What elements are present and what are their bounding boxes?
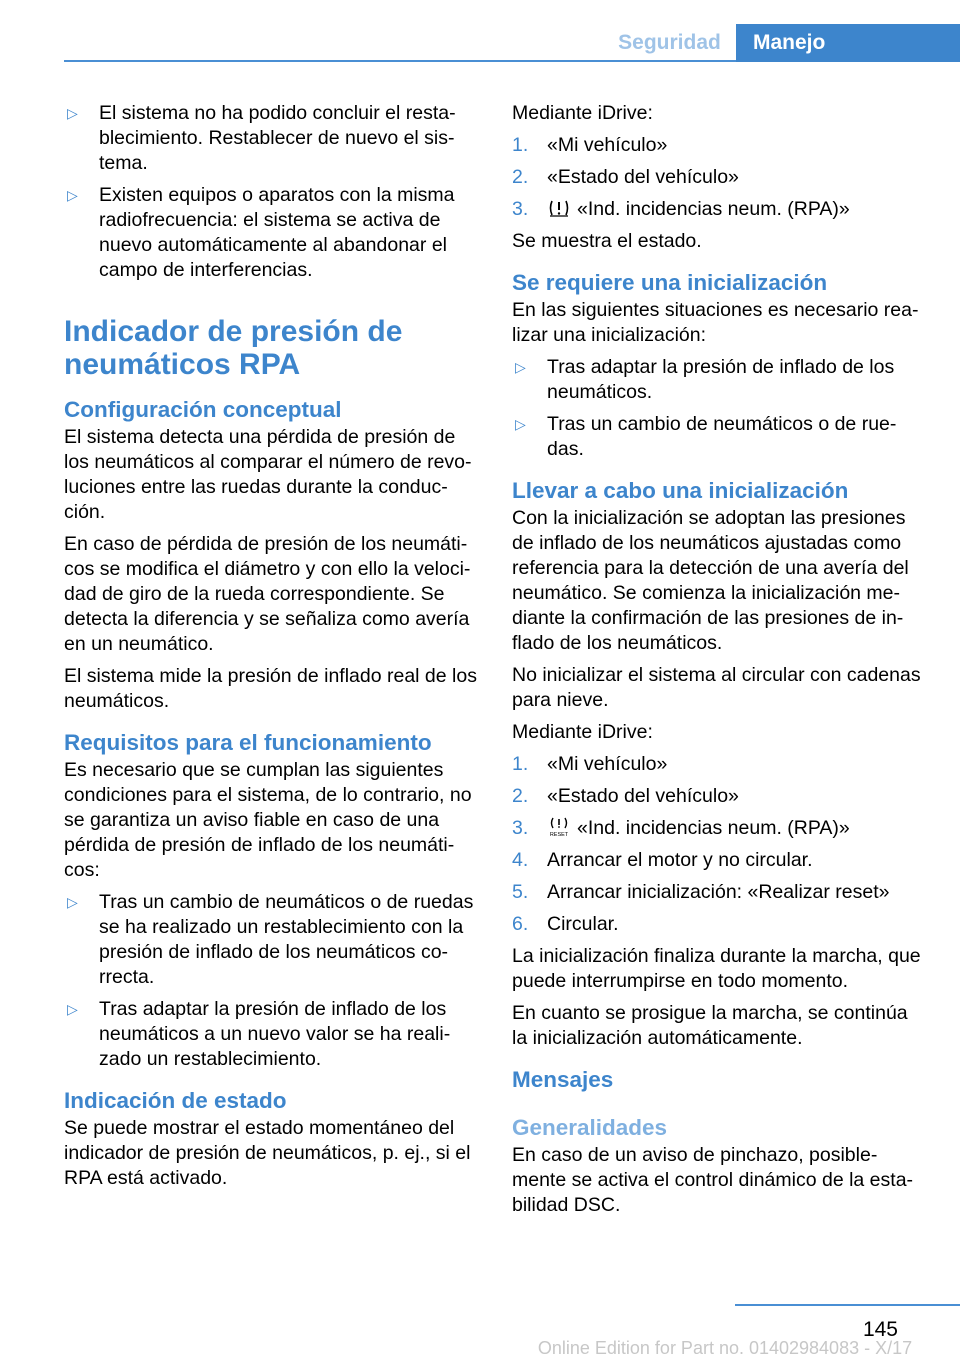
triangle-bullet-icon: ▷: [67, 1001, 78, 1017]
tab-seguridad[interactable]: Seguridad: [618, 31, 721, 54]
list-item: 5. Arrancar inicialización: «Realizar reset»: [512, 881, 890, 903]
list-item: 2. «Estado del vehículo»: [512, 166, 739, 188]
triangle-bullet-icon: ▷: [515, 416, 526, 432]
triangle-bullet-icon: ▷: [67, 894, 78, 910]
subsection-title: Requisitos para el funcionamiento: [64, 730, 432, 755]
footer-rule: [735, 1304, 960, 1306]
list-item: ▷ Existen equipos o aparatos con la misma radiofrecuencia: el sistema se activa de nuevo automáticamente al abandonar el campo de interferencias.: [64, 183, 480, 283]
paragraph: Mediante iDrive:: [512, 721, 653, 743]
list-item: 1. «Mi vehículo»: [512, 134, 668, 156]
subsection-title: Generalidades: [512, 1115, 668, 1140]
subsection-title: Se requiere una inicialización: [512, 270, 828, 295]
list-item: 2. «Estado del vehículo»: [512, 785, 739, 807]
list-item: ▷ Tras un cambio de neumáticos o de ruedas se ha realizado un restablecimiento con la presión de inflado de los neumáticos co-rrecta.: [64, 890, 480, 990]
subsection-title: Configuración conceptual: [64, 397, 342, 422]
subsection-title: Llevar a cabo una inicialización: [512, 478, 849, 503]
paragraph: En caso de pérdida de presión de los neumáti-cos se modifica el diámetro y con ello la veloci-dad de giro de la rueda correspondiente. Se detecta la diferencia y se señaliza como avería en un neumático.: [64, 533, 471, 655]
left-column: [64, 101, 480, 1198]
list-item: 3. RESET «Ind. incidencias neum. (RPA)»: [512, 817, 850, 839]
list-item: 4. Arrancar el motor y no circular.: [512, 849, 813, 871]
edition-footer: Online Edition for Part no. 01402984083 - X/17: [537, 1338, 913, 1358]
paragraph: El sistema mide la presión de inflado real de los neumáticos.: [64, 665, 477, 712]
paragraph: El sistema detecta una pérdida de presión de los neumáticos al comparar el número de revo-luciones entre las ruedas durante la conduc-ción.: [64, 426, 472, 523]
paragraph: En cuanto se prosigue la marcha, se continúa la inicialización automáticamente.: [512, 1002, 908, 1049]
subsection-title: Mensajes: [512, 1067, 614, 1092]
paragraph: Se puede mostrar el estado momentáneo del indicador de presión de neumáticos, p. ej., si el RPA está activado.: [64, 1117, 471, 1189]
paragraph: En caso de un aviso de pinchazo, posible-mente se activa el control dinámico de la esta-bilidad DSC.: [512, 1144, 914, 1216]
subsection-title: Indicación de estado: [64, 1088, 287, 1113]
tire-pressure-reset-icon: [547, 817, 571, 837]
list-item: 3. «Ind. incidencias neum. (RPA)»: [512, 198, 850, 220]
tab-manejo[interactable]: Manejo: [736, 24, 960, 62]
svg-text:RESET: RESET: [549, 832, 569, 837]
list-item: 1. «Mi vehículo»: [512, 753, 668, 775]
section-title: Indicador de presión de neumáticos RPA: [64, 315, 403, 381]
paragraph: Mediante iDrive:: [512, 102, 653, 124]
list-item: ▷ Tras adaptar la presión de inflado de los neumáticos a un nuevo valor se ha reali-zado un restablecimiento.: [64, 997, 480, 1072]
page-number: 145: [862, 1318, 898, 1341]
paragraph: En las siguientes situaciones es necesario rea-lizar una inicialización:: [512, 299, 919, 346]
right-column: [512, 101, 928, 1225]
paragraph: Con la inicialización se adoptan las presiones de inflado de los neumáticos ajustadas como referencia para la detección de una avería del neumático. Se comienza la inicialización me-diante la confirmación de las presiones de in-flado de los neumáticos.: [512, 507, 909, 654]
list-item: ▷ El sistema no ha podido concluir el resta-blecimiento. Restablecer de nuevo el sis-tema.: [64, 101, 480, 176]
list-item: ▷ Tras adaptar la presión de inflado de los neumáticos.: [512, 355, 928, 405]
tire-pressure-warning-icon: [547, 198, 571, 218]
list-item: ▷ Tras un cambio de neumáticos o de rue-das.: [512, 412, 928, 462]
triangle-bullet-icon: ▷: [515, 359, 526, 375]
paragraph: La inicialización finaliza durante la marcha, que puede interrumpirse en todo momento.: [512, 945, 921, 992]
paragraph: Es necesario que se cumplan las siguientes condiciones para el sistema, de lo contrario, no se garantiza un aviso fiable en caso de una pérdida de presión de inflado de los neumáti-cos:: [64, 759, 472, 881]
paragraph: No inicializar el sistema al circular con cadenas para nieve.: [512, 664, 921, 711]
triangle-bullet-icon: ▷: [67, 187, 78, 203]
list-item: 6. Circular.: [512, 913, 619, 935]
paragraph: Se muestra el estado.: [512, 230, 702, 252]
triangle-bullet-icon: ▷: [67, 105, 78, 121]
